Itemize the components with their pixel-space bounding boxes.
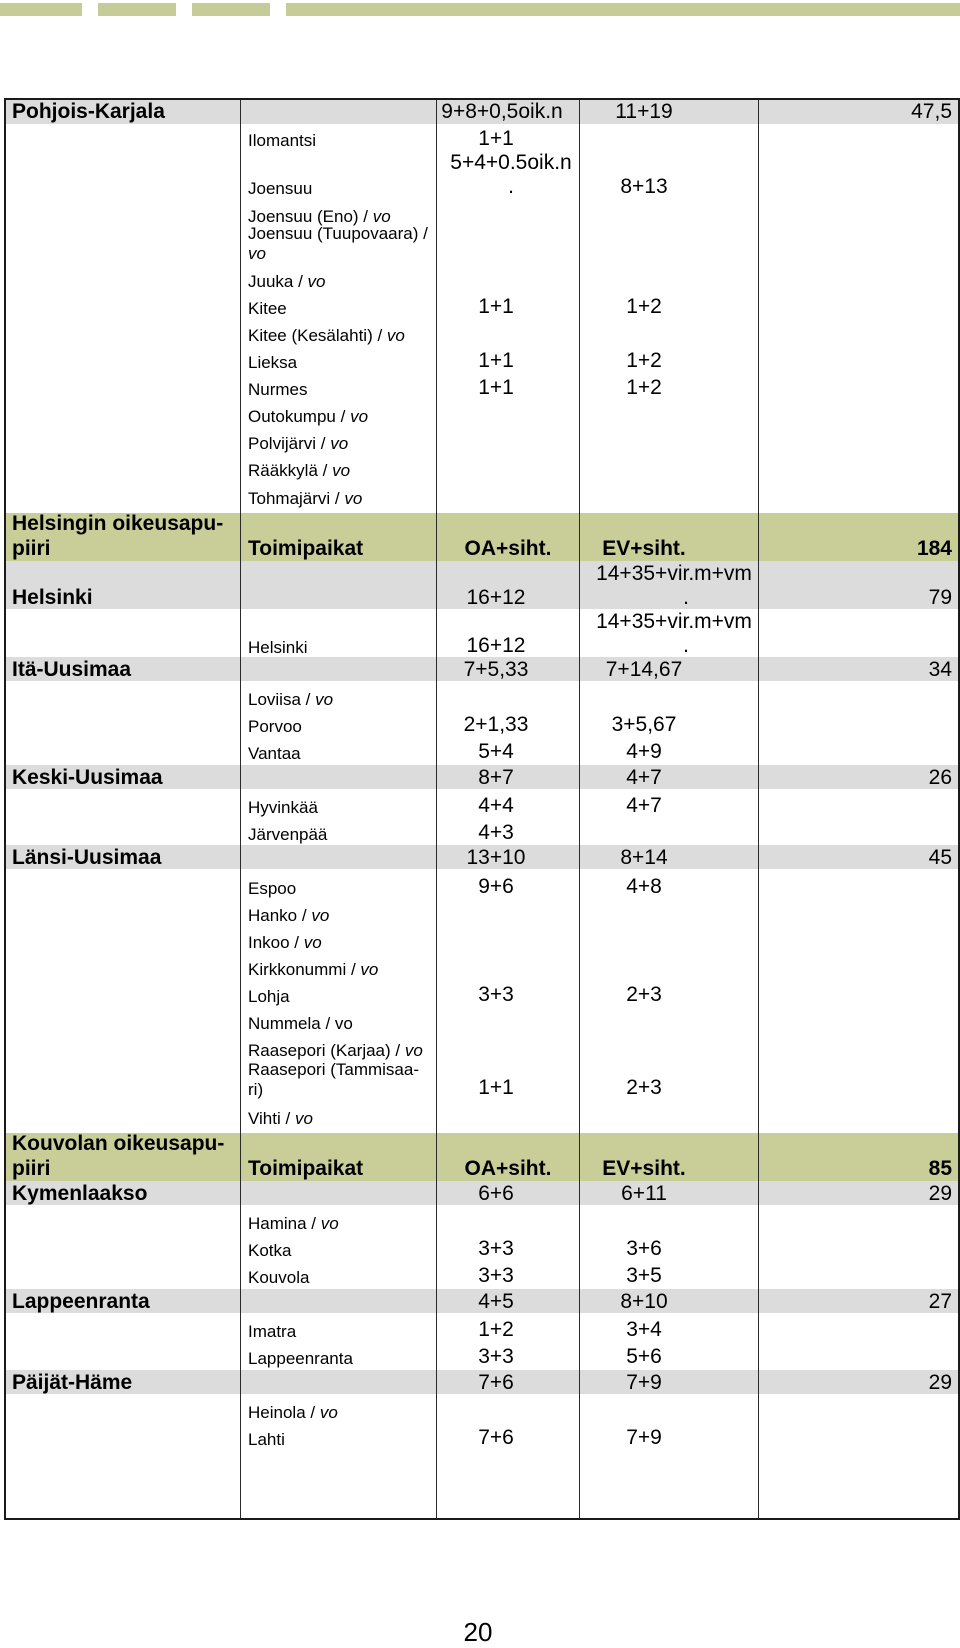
ev-value: 2+3 <box>626 1076 662 1099</box>
region-name: Lappeenranta <box>12 1290 150 1313</box>
column-divider <box>579 100 580 1518</box>
ev-value: 7+9 <box>626 1426 662 1449</box>
office-name: Joensuu (Eno) / vo <box>248 207 391 226</box>
office-name: Espoo <box>248 879 297 898</box>
office-name-line1: Raasepori (Tammisaa- <box>248 1060 419 1079</box>
column-divider <box>240 100 241 1518</box>
oa-value: 13+10 <box>466 846 526 869</box>
office-name: Lieksa <box>248 353 298 372</box>
total-value: 29 <box>928 1182 952 1205</box>
total-value: 27 <box>928 1290 952 1313</box>
oa-value: 16+12 <box>466 634 526 657</box>
oa-value: 3+3 <box>478 1237 514 1260</box>
office-name: Kirkkonummi / vo <box>248 960 379 979</box>
ev-column-header: EV+siht. <box>602 1157 686 1180</box>
ev-value: 6+11 <box>621 1182 667 1205</box>
ev-value-line2: . <box>683 586 689 609</box>
ev-value: 8+14 <box>620 846 668 869</box>
office-name: Heinola / vo <box>248 1403 338 1422</box>
office-name: Vihti / vo <box>248 1109 313 1128</box>
oa-value: 9+6 <box>478 875 514 898</box>
ev-value: 3+5,67 <box>611 713 677 736</box>
ev-value: 11+19 <box>615 100 673 123</box>
oa-value: 4+5 <box>478 1290 514 1313</box>
office-name: Raasepori (Karjaa) / vo <box>248 1041 423 1060</box>
office-name: Ilomantsi <box>248 131 317 150</box>
office-name: Porvoo <box>248 717 302 736</box>
ev-value: 7+9 <box>626 1371 662 1394</box>
total-value: 47,5 <box>911 100 952 123</box>
oa-value: 7+6 <box>478 1426 514 1449</box>
oa-value: 3+3 <box>478 1264 514 1287</box>
top-bar-segment <box>192 3 270 16</box>
oa-value: 7+6 <box>478 1371 514 1394</box>
total-value: 29 <box>928 1371 952 1394</box>
office-name: Nummela / vo <box>248 1014 353 1033</box>
district-total: 85 <box>928 1157 952 1180</box>
oa-value: 4+4 <box>478 794 514 817</box>
total-value: 79 <box>928 586 952 609</box>
ev-value: 3+5 <box>626 1264 662 1287</box>
top-decorative-bars <box>0 0 960 20</box>
total-value: 45 <box>928 846 952 869</box>
ev-value: 4+9 <box>626 740 662 763</box>
oa-value: 1+2 <box>478 1318 514 1341</box>
ev-value: 2+3 <box>626 983 662 1006</box>
ev-value-line2: . <box>683 634 689 657</box>
office-name: Lohja <box>248 987 290 1006</box>
district-name-line1: Kouvolan oikeusapu- <box>12 1132 225 1155</box>
oa-value: 5+4 <box>478 740 514 763</box>
region-name: Keski-Uusimaa <box>12 766 163 789</box>
region-name: Länsi-Uusimaa <box>12 846 162 869</box>
oa-value: 7+5,33 <box>463 658 529 681</box>
ev-value: 8+10 <box>620 1290 668 1313</box>
district-total: 184 <box>916 537 952 560</box>
office-name: Helsinki <box>248 638 308 657</box>
office-name: Hanko / vo <box>248 906 330 925</box>
office-name: Joensuu (Tuupovaara) / vo <box>248 224 428 263</box>
office-name: Tohmajärvi / vo <box>248 489 363 508</box>
oa-value: 6+6 <box>478 1182 514 1205</box>
office-name: Hamina / vo <box>248 1214 339 1233</box>
oa-value: 4+3 <box>478 821 514 844</box>
oa-value: 1+1 <box>478 1076 514 1099</box>
offices-column-header: Toimipaikat <box>248 537 364 560</box>
ev-value: 4+7 <box>626 766 662 789</box>
region-name: Pohjois-Karjala <box>12 100 165 123</box>
oa-value: 1+1 <box>478 127 514 150</box>
office-name: Joensuu <box>248 179 313 198</box>
office-name: Hyvinkää <box>248 798 318 817</box>
oa-value: 1+1 <box>478 376 514 399</box>
oa-value: 16+12 <box>466 586 526 609</box>
total-value: 34 <box>928 658 952 681</box>
region-name: Kymenlaakso <box>12 1182 148 1205</box>
ev-value: 1+2 <box>626 376 662 399</box>
top-bar-segment <box>286 3 960 16</box>
office-name: Loviisa / vo <box>248 690 334 709</box>
column-divider <box>758 100 759 1518</box>
oa-value: 2+1,33 <box>463 713 529 736</box>
office-name: Polvijärvi / vo <box>248 434 349 453</box>
office-name: Kotka <box>248 1241 292 1260</box>
legal-aid-offices-table <box>4 98 960 1520</box>
oa-value: 5+4+0.5oik.n . <box>450 151 572 198</box>
office-name: Kitee (Kesälahti) / vo <box>248 326 405 345</box>
ev-value-line1: 14+35+vir.m+vm <box>596 610 752 633</box>
ev-value: 4+8 <box>626 875 662 898</box>
office-name: Lappeenranta <box>248 1349 353 1368</box>
ev-value: 7+14,67 <box>605 658 683 681</box>
office-name: Nurmes <box>248 380 308 399</box>
ev-value: 1+2 <box>626 349 662 372</box>
oa-column-header: OA+siht. <box>464 537 552 560</box>
total-value: 26 <box>928 766 952 789</box>
region-name: Itä-Uusimaa <box>12 658 132 681</box>
ev-value-line1: 14+35+vir.m+vm <box>596 562 752 585</box>
oa-value: 8+7 <box>478 766 514 789</box>
office-name: Järvenpää <box>248 825 328 844</box>
offices-column-header: Toimipaikat <box>248 1157 364 1180</box>
office-name: Inkoo / vo <box>248 933 322 952</box>
top-bar-segment <box>98 3 176 16</box>
oa-value: 3+3 <box>478 983 514 1006</box>
ev-value: 3+6 <box>626 1237 662 1260</box>
column-divider <box>436 100 437 1518</box>
office-name: Lahti <box>248 1430 285 1449</box>
ev-value: 3+4 <box>626 1318 662 1341</box>
page-number: 20 <box>463 1617 493 1647</box>
office-name: Juuka / vo <box>248 272 326 291</box>
region-name: Päijät-Häme <box>12 1371 133 1394</box>
oa-column-header: OA+siht. <box>464 1157 552 1180</box>
ev-value: 4+7 <box>626 794 662 817</box>
office-name: Kouvola <box>248 1268 310 1287</box>
top-bar-segment <box>0 3 82 16</box>
ev-column-header: EV+siht. <box>602 537 686 560</box>
region-name: Helsinki <box>12 586 93 609</box>
ev-value: 8+13 <box>620 175 668 198</box>
office-name: Rääkkylä / vo <box>248 461 351 480</box>
office-name: Imatra <box>248 1322 297 1341</box>
office-name: Kitee <box>248 299 287 318</box>
ev-value: 5+6 <box>626 1345 662 1368</box>
district-name-line1: Helsingin oikeusapu- <box>12 512 224 535</box>
oa-value: 9+8+0,5oik.n <box>441 100 563 123</box>
office-name-line2: ri) <box>248 1080 264 1099</box>
office-name: Outokumpu / vo <box>248 407 369 426</box>
oa-value: 3+3 <box>478 1345 514 1368</box>
district-name-line2: piiri <box>12 537 51 560</box>
district-name-line2: piiri <box>12 1157 51 1180</box>
oa-value: 1+1 <box>478 295 514 318</box>
office-name: Vantaa <box>248 744 301 763</box>
ev-value: 1+2 <box>626 295 662 318</box>
oa-value: 1+1 <box>478 349 514 372</box>
